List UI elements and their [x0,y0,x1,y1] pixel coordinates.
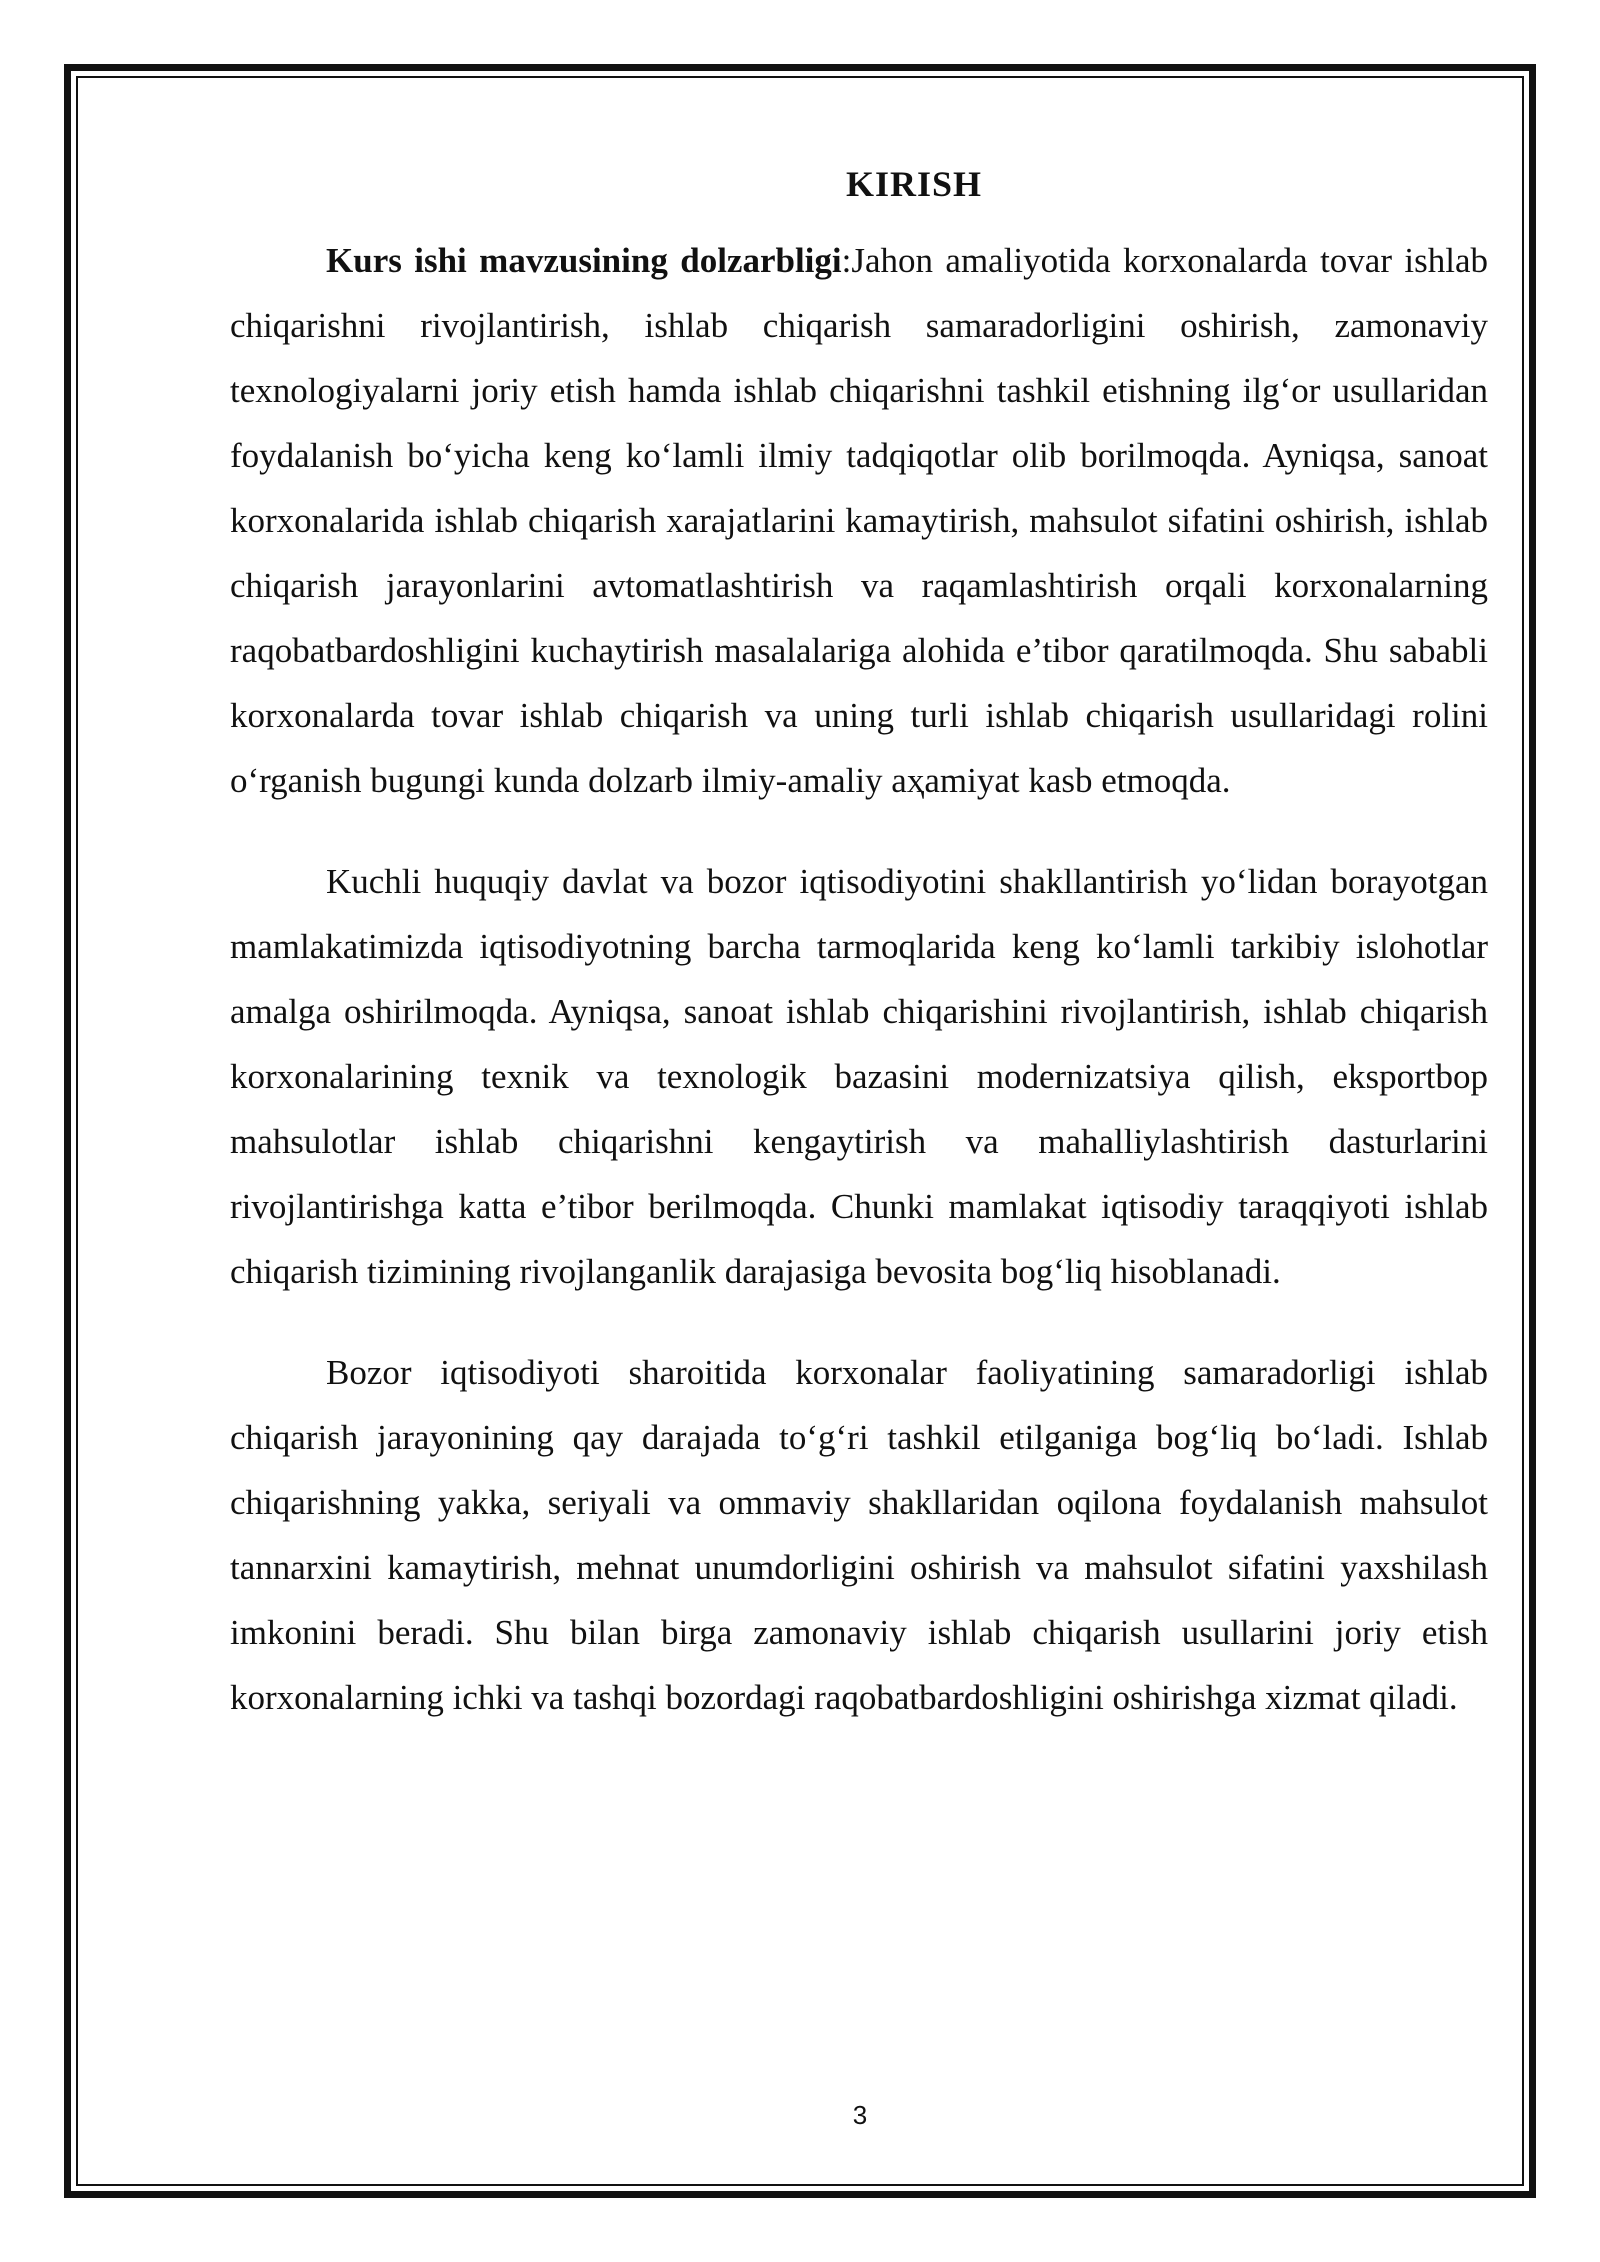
paragraph-lead-heading: Kurs ishi mavzusining dolzarbligi [326,241,842,280]
paragraph-market-economy: Bozor iqtisodiyoti sharoitida korxonalar faoliyatining samaradorligi ishlab chiqarish jarayonining qay darajada to‘g‘ri tashkil etilganiga bog‘liq bo‘ladi. Ishlab chiqarishning yakka, seriyali va ommaviy shakllaridan oqilona foydalanish mahsulot tannarxini kamaytirish, mehnat unumdorligini oshirish va mahsulot sifatini yaxshilash imkonini beradi. Shu bilan birga zamonaviy ishlab chiqarish usullarini joriy etish korxonalarning ichki va tashqi bozordagi raqobatbardoshligini oshirishga xizmat qiladi. [230,1353,1488,1717]
paragraph-text: :Jahon amaliyotida korxonalarda tovar ishlab chiqarishni rivojlantirish, ishlab chiqarish samaradorligini oshirish, zamonaviy texnologiyalarni joriy etish hamda ishlab chiqarishni tashkil etishning ilg‘or usullaridan foydalanish bo‘yicha keng ko‘lamli ilmiy tadqiqotlar olib borilmoqda. Ayniqsa, sanoat korxonalarida ishlab chiqarish xarajatlarini kamaytirish, mahsulot sifatini oshirish, ishlab chiqarish jarayonlarini avtomatlashtirish va raqamlashtirish orqali korxonalarning raqobatbardoshligini kuchaytirish masalalariga alohida e’tibor qaratilmoqda. Shu sababli korxonalarda tovar ishlab chiqarish va uning turli ishlab chiqarish usullaridagi rolini o‘rganish bugungi kunda dolzarb ilmiy-amaliy aҳamiyat kasb etmoqda. [230,241,1488,800]
page-number: 3 [852,2100,868,2130]
paragraph-reforms: Kuchli huquqiy davlat va bozor iqtisodiyotini shakllantirish yo‘lidan borayotgan mamlakatimizda iqtisodiyotning barcha tarmoqlarida keng ko‘lamli tarkibiy islohotlar amalga oshirilmoqda. Ayniqsa, sanoat ishlab chiqarishini rivojlantirish, ishlab chiqarish korxonalarining texnik va texnologik bazasini modernizatsiya qilish, eksportbop mahsulotlar ishlab chiqarishni kengaytirish va mahalliylashtirish dasturlarini rivojlantirishga katta e’tibor berilmoqda. Chunki mamlakat iqtisodiy taraqqiyoti ishlab chiqarish tizimining rivojlanganlik darajasiga bevosita bog‘liq hisoblanadi. [230,862,1488,1291]
document-body [230,140,1488,1730]
page-title: KIRISH [845,164,983,204]
paragraph-relevance [230,228,1488,813]
